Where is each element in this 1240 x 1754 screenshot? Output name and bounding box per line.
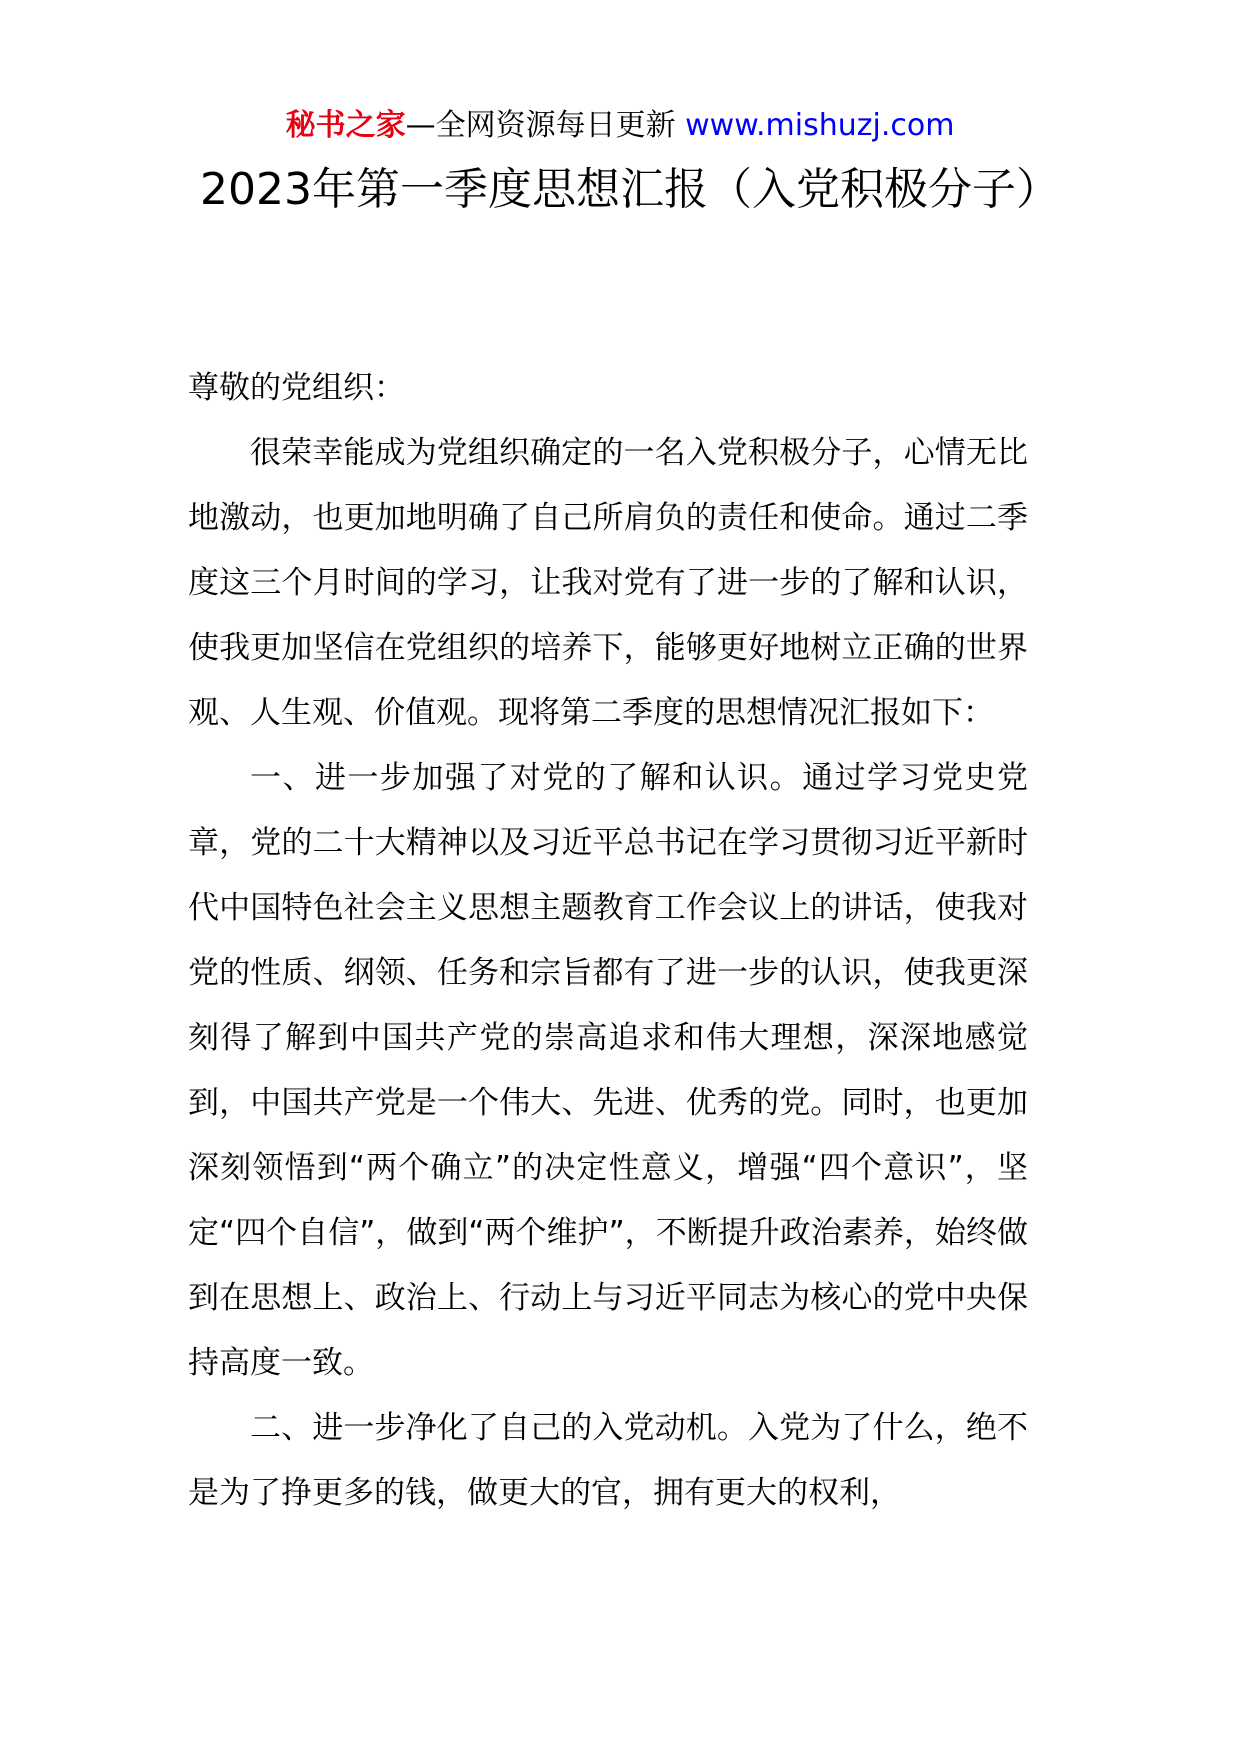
- paragraph-section-one: 一、进一步加强了对党的了解和认识。通过学习党史党章，党的二十大精神以及习近平总书记在学习贯彻习近平新时代中国特色社会主义思想主题教育工作会议上的讲话，使我对党的性质、纲领、任务和宗旨都有了进一步的认识，使我更深刻得了解到中国共产党的崇高追求和伟大理想，深深地感觉到，中国共产党是一个伟大、先进、优秀的党。同时，也更加深刻领悟到“两个确立”的决定性意义，增强“四个意识”，坚定“四个自信”，做到“两个维护”，不断提升政治素养，始终做到在思想上、政治上、行动上与习近平同志为核心的党中央保持高度一致。: [188, 760, 1028, 1381]
- salutation: 尊敬的党组织：: [188, 370, 405, 406]
- document-body: [188, 356, 1028, 1526]
- brand-name: 秘书之家: [285, 108, 406, 143]
- site-url-link[interactable]: www.mishuzj.com: [685, 108, 955, 143]
- document-title: 2023年第一季度思想汇报（入党积极分子）: [200, 164, 1060, 215]
- paragraph-section-two: 二、进一步净化了自己的入党动机。入党为了什么，绝不是为了挣更多的钱，做更大的官，拥有更大的权利，: [188, 1410, 1028, 1511]
- paragraph-intro: 很荣幸能成为党组织确定的一名入党积极分子，心情无比地激动，也更加地明确了自己所肩负的责任和使命。通过二季度这三个月时间的学习，让我对党有了进一步的了解和认识，使我更加坚信在党组织的培养下，能够更好地树立正确的世界观、人生观、价值观。现将第二季度的思想情况汇报如下：: [188, 435, 1028, 731]
- header-tagline: —全网资源每日更新: [405, 108, 686, 143]
- site-header: [0, 104, 1240, 148]
